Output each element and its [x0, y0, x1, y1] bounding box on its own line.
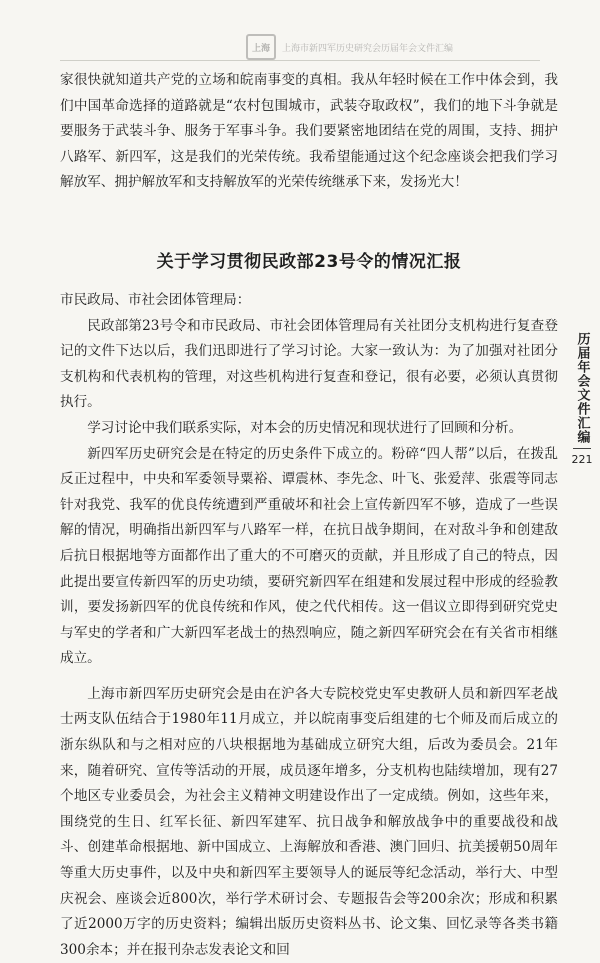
report-paragraph-4: 上海市新四军历史研究会是由在沪各大专院校党史军史教研人员和新四军老战士两支队伍结合于1980年11月成立，并以皖南事变后组建的七个师及而后成立的浙东纵队和与之相对应的八块根据地为基础成立研究大组，后改为委员会。21年来，随着研究、宣传等活动的开展，成员逐年增多，分支机构也陆续增加，现有27个地区专业委员会，为社会主义精神文明建设作出了一定成绩。例如，这些年来，围绕党的生日、红军长征、新四军建军、抗日战争和解放战争中的重要战役和战斗、创建革命根据地、新中国成立、上海解放和香港、澳门回归、抗美援朝50周年等重大历史事件，以及中央和新四军主要领导人的诞辰等纪念活动，举行大、中型庆祝会、座谈会近800次，举行学术研讨会、专题报告会等200余次；形成和积累了近2000万字的历史资料；编辑出版历史资料丛书、论文集、回忆录等各类书籍300余本；并在报刊杂志发表论文和回: [60, 685, 558, 958]
running-header: [246, 34, 456, 60]
report-paragraph-2: 学习讨论中我们联系实际，对本会的历史情况和现状进行了回顾和分析。: [87, 419, 523, 436]
page-body: [60, 68, 558, 963]
side-tab-divider: [573, 448, 591, 449]
side-tab: [572, 332, 592, 466]
side-tab-title: 历届年会文件汇编: [574, 332, 590, 444]
intro-paragraph: 家很快就知道共产党的立场和皖南事变的真相。我从年轻时候在工作中体会到，我们中国革命选择的道路就是“农村包围城市，武装夺取政权”，我们的地下斗争就是要服务于武装斗争、服务于军事斗争。我们要紧密地团结在党的周围，支持、拥护八路军、新四军，这是我们的光荣传统。我希望能通过这个纪念座谈会把我们学习解放军、拥护解放军和支持解放军的光荣传统继承下来，发扬光大！: [60, 72, 558, 191]
running-title: 上海市新四军历史研究会历届年会文件汇编: [282, 43, 454, 54]
report-paragraph-3: 新四军历史研究会是在特定的历史条件下成立的。粉碎“四人帮”以后，在拨乱反正过程中，中央和军委领导粟裕、谭震林、李先念、叶飞、张爱萍、张震等同志针对我党、我军的优良传统遭到严重破坏和社会上宣传新四军不够，造成了一些误解的情况，明确指出新四军与八路军一样，在抗日战争期间，在对敌斗争和创建敌后抗日根据地等方面都作出了重大的不可磨灭的贡献，并且形成了自己的特点，因此提出要宣传新四军的历史功绩，要研究新四军在组建和发展过程中形成的经验教训，要发扬新四军的优良传统和作风，使之代代相传。这一倡议立即得到研究党史与军史的学者和广大新四军老战士的热烈响应，随之新四军研究会在有关省市相继成立。: [60, 445, 558, 667]
report-title: 关于学习贯彻民政部23号令的情况汇报: [156, 251, 462, 272]
publisher-logo: 上海: [246, 34, 276, 60]
report-paragraph-1: 民政部第23号令和市民政局、市社会团体管理局有关社团分支机构进行复查登记的文件下达以后，我们迅即进行了学习讨论。大家一致认为：为了加强对社团分支机构和代表机构的管理，对这些机构进行复查和登记，很有必要，必须认真贯彻执行。: [60, 317, 558, 411]
report-salutation: 市民政局、市社会团体管理局：: [60, 291, 251, 308]
header-divider: [60, 60, 540, 61]
page-number: 221: [571, 453, 593, 466]
